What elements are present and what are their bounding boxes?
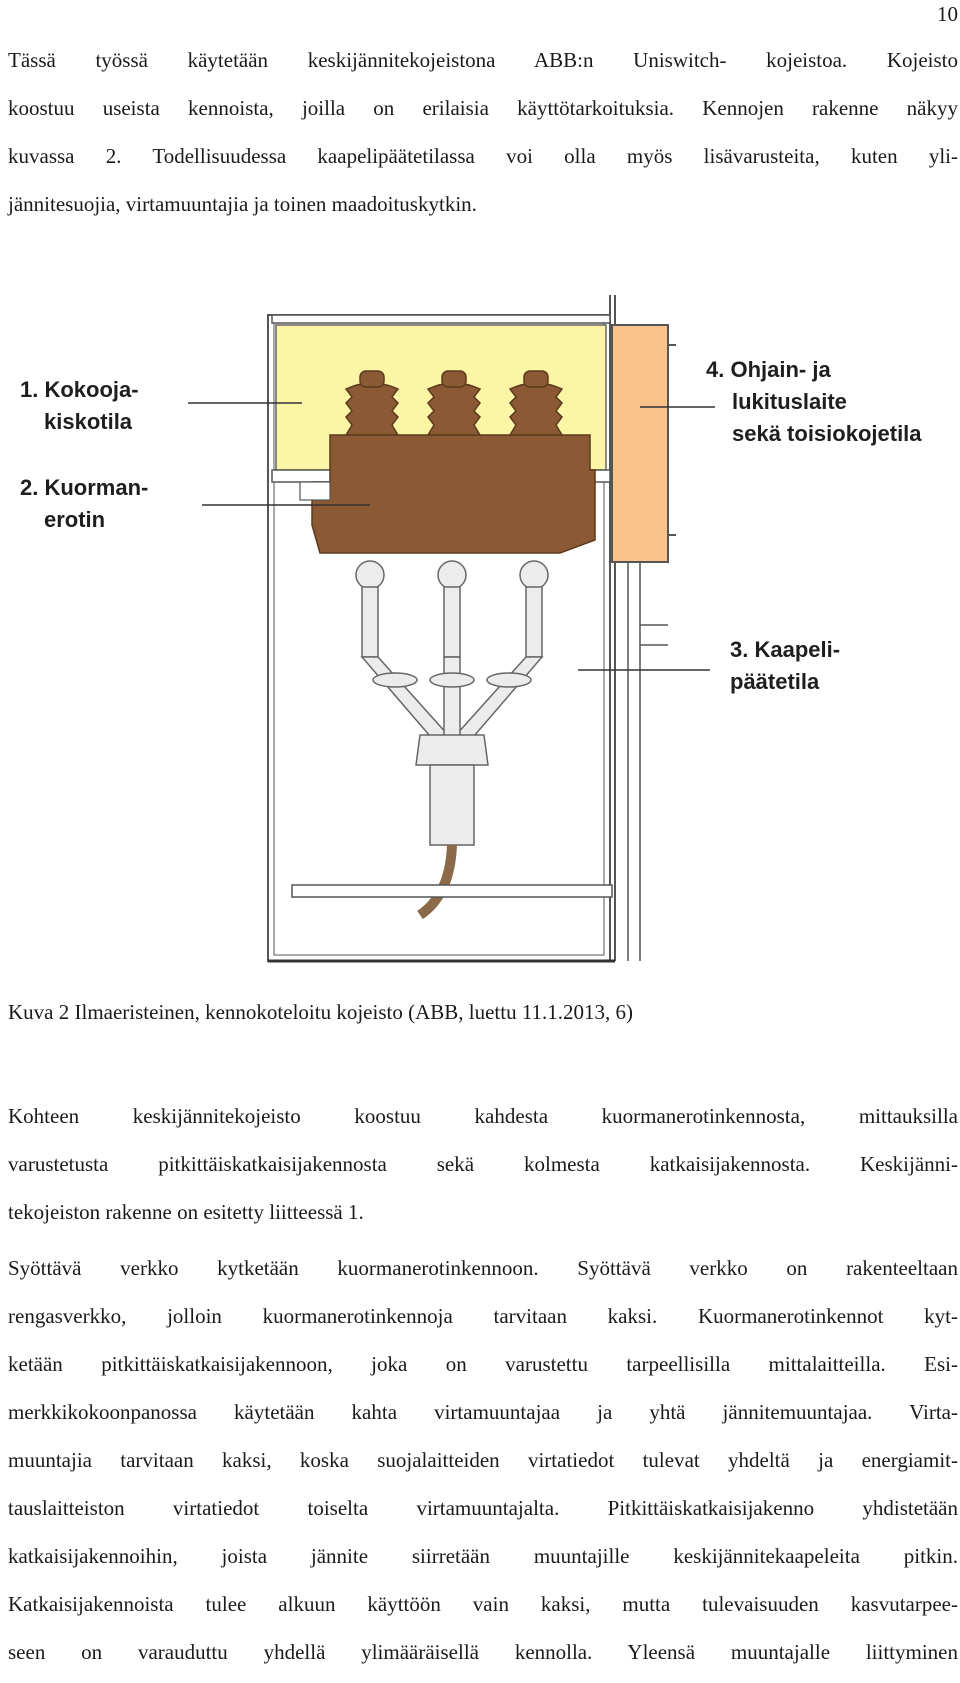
label-load-break-switch: 2. Kuorman- <box>20 475 149 500</box>
text-line: kuvassa 2. Todellisuudessa kaapelipäätetilassa voi olla myös lisävarusteita, kuten yli- <box>8 144 958 168</box>
paragraph-intro <box>8 36 958 228</box>
text-line: ketään pitkittäiskatkaisijakennoon, joka on varustettu tarpeellisilla mittalaitteilla. Esi- <box>8 1352 958 1376</box>
switchgear-figure <box>0 285 960 985</box>
control-cabinet <box>612 325 668 562</box>
text-line: varustetusta pitkittäiskatkaisijakennosta sekä kolmesta katkaisijakennosta. Keskijänni- <box>8 1152 958 1176</box>
load-break-switch <box>312 371 595 553</box>
text-line: tekojeiston rakenne on esitetty liitteessä 1. <box>8 1200 364 1224</box>
paragraph-switchgear <box>8 1092 958 1236</box>
label-busbar-compartment: 1. Kokooja- <box>20 377 139 402</box>
text-line: tauslaitteiston virtatiedot toiselta virtamuuntajalta. Pitkittäiskatkaisijakenno yhdistetään <box>8 1496 958 1520</box>
figure-caption: Kuva 2 Ilmaeristeinen, kennokoteloitu kojeisto (ABB, luettu 11.1.2013, 6) <box>8 1000 634 1024</box>
bottom-rail <box>292 885 612 897</box>
cable-terminations <box>356 561 548 915</box>
text-line: katkaisijakennoihin, joista jännite siirretään muuntajille keskijännitekaapeleita pitkin. <box>8 1544 958 1568</box>
text-line: muuntajia tarvitaan kaksi, koska suojalaitteiden virtatiedot tulevat yhdeltä ja energiamit- <box>8 1448 958 1472</box>
label-control-cabinet: 4. Ohjain- ja <box>706 357 831 382</box>
text-line: seen on varauduttu yhdellä ylimääräisellä kennolla. Yleensä muuntajalle liittyminen <box>8 1640 958 1664</box>
label-control-cabinet-3: sekä toisiokojetila <box>732 421 922 446</box>
paragraph-network <box>8 1244 958 1676</box>
text-line: Syöttävä verkko kytketään kuormanerotinkennoon. Syöttävä verkko on rakenteeltaan <box>8 1256 958 1280</box>
text-line: Tässä työssä käytetään keskijännitekojeistona ABB:n Uniswitch- kojeistoa. Kojeisto <box>8 48 958 72</box>
text-line: Katkaisijakennoista tulee alkuun käyttöön vain kaksi, mutta tulevaisuuden kasvutarpee- <box>8 1592 958 1616</box>
text-line: jännitesuojia, virtamuuntajia ja toinen maadoituskytkin. <box>8 192 477 216</box>
text-line: koostuu useista kennoista, joilla on erilaisia käyttötarkoituksia. Kennojen rakenne näkyy <box>8 96 958 120</box>
label-cable-compartment: 3. Kaapeli- <box>730 637 841 662</box>
label-control-cabinet-2: lukituslaite <box>732 389 847 414</box>
label-busbar-compartment-2: kiskotila <box>44 409 133 434</box>
label-cable-compartment-2: päätetila <box>730 669 820 694</box>
text-line: rengasverkko, jolloin kuormanerotinkennoja tarvitaan kaksi. Kuormanerotinkennot kyt- <box>8 1304 958 1328</box>
text-line: Kohteen keskijännitekojeisto koostuu kahdesta kuormanerotinkennosta, mittauksilla <box>8 1104 958 1128</box>
page-number: 10 <box>937 2 958 26</box>
text-line: merkkikokoonpanossa käytetään kahta virtamuuntajaa ja yhtä jännitemuuntajaa. Virta- <box>8 1400 958 1424</box>
label-load-break-switch-2: erotin <box>44 507 106 532</box>
